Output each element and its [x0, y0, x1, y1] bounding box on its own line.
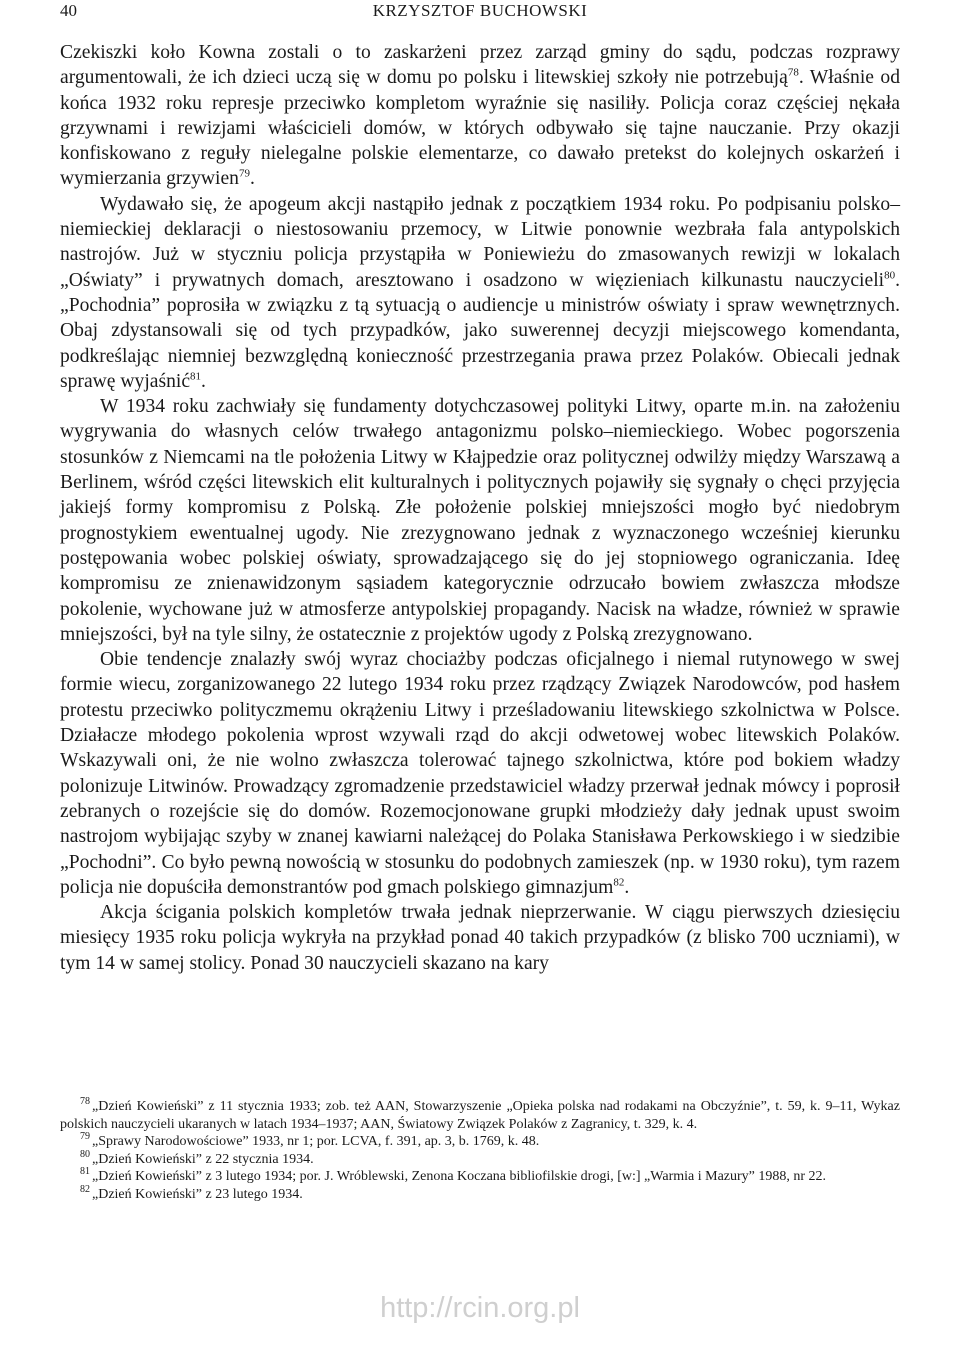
paragraph-4 — [60, 647, 900, 900]
paragraph-2-text-c: . — [201, 370, 206, 392]
footnote — [60, 1168, 900, 1186]
paragraph-3: W 1934 roku zachwiały się fundamenty dotychczasowej polityki Litwy, oparte m.in. na założeniu wygrywania do własnych celów trwałego antagonizmu polsko–niemieckiego. Wobec pogorszenia stosunków z Niemcami na tle położenia Litwy w Kłajpedzie oraz politycznej odwilży między Warszawą a Berlinem, wśród części litewskich elit kulturalnych i politycznych pojawiły się sygnały o chęci przyjęcia jakiejś formy kompromisu z Polską. Złe położenie polskiej mniejszości mogło być niedobrym prognostykiem ewentualnej ugody. Nie zrezygnowano jednak z wyznaczonego wcześniej kierunku postępowania wobec polskiej oświaty, sprowadzającego się do jej stopniowego ograniczania. Ideę kompromisu ze znienawidzonym sąsiadem kategorycznie odrzucało bowiem zwłaszcza młodsze pokolenie, wychowane już w atmosferze antypolskiej propagandy. Nacisk na władze, również w sprawie mniejszości, był na tyle silny, że ostatecznie z projektów ugody z Polską zrezygnowano. — [60, 396, 900, 645]
page-header — [60, 0, 900, 22]
footnote-text: „Dzień Kowieński” z 23 lutego 1934. — [92, 1186, 303, 1202]
footnote — [60, 1148, 900, 1169]
running-head: KRZYSZTOF BUCHOWSKI — [372, 1, 588, 20]
paragraph-5: Akcja ścigania polskich kompletów trwała jednak nieprzerwanie. W ciągu pierwszych dziesięciu miesięcy 1935 roku policja wykryła na przykład ponad 40 takich przypadków (z blisko 700 uczniami), w tym 14 w samej stolicy. Ponad 30 nauczycieli skazano na kary — [60, 902, 900, 974]
footnote-number: 81 — [80, 1166, 90, 1178]
footnote-ref-79: 79 — [238, 167, 250, 180]
footnote-text: „Dzień Kowieński” z 22 stycznia 1934. — [92, 1151, 314, 1167]
watermark: http://rcin.org.pl — [380, 1292, 580, 1324]
footnote — [60, 1183, 900, 1204]
footnote-number: 80 — [80, 1148, 90, 1160]
paragraph-1-text-a: Czekiszki koło Kowna zostali o to zaskarżeni przez zarząd gminy do sądu, podczas rozprawy argumentowali, że ich dzieci uczą się w domu po polsku i litewskiej szkoły nie potrzebują — [60, 42, 900, 89]
paragraph-1-text-c: . — [249, 168, 255, 190]
paragraph-2 — [60, 192, 900, 394]
footnote-ref-78: 78 — [787, 66, 799, 79]
footnote-ref-81: 81 — [190, 370, 202, 383]
footnote-number: 79 — [80, 1131, 90, 1143]
footnote-text: „Dzień Kowieński” z 11 stycznia 1933; zob. też AAN, Stowarzyszenie „Opieka polska nad rodakami na Obczyźnie”, t. 59, k. 9–11, Wykaz polskich nauczycieli ukaranych w latach 1934–1937; AAN, Światowy Związek Polaków z Zagranicy, t. 329, k. 4. — [60, 1099, 900, 1132]
page-number: 40 — [60, 1, 77, 20]
main-text — [60, 40, 900, 976]
paragraph-4-text-a: Obie tendencje znalazły swój wyraz chociażby podczas oficjalnego i niemal rutynowego w swej formie wiecu, zorganizowanego 22 lutego 1934 roku przez rządzący Związek Narodowców, pod hasłem protestu przeciwko polityczmemu okrążeniu Litwy i prześladowaniu litewskiego szkolnictwa w Polsce. Działacze młodego pokolenia wprost wzywali rząd do akcji odwetowej wobec litewskich Polaków. Wskazywali oni, że nie wolno zwłaszcza tolerować tajnego szkolnictwa, które pod bokiem władzy polonizuje Litwinów. Prowadzący zgromadzenie przedstawiciel władzy przerwał jednak mówcy i poprosił zebranych o rozejście się do domów. Rozemocjonowane grupki młodzieży dały jednak upust swoim nastrojom wybijając szyby w znanej kawiarni należącej do Polaka Stanisława Perkowskiego i w siedzibie „Pochodni”. Co było pewną nowością w stosunku do podobnych zamieszek (np. w 1930 roku), tym razem policja nie dopuściła demonstrantów pod gmach polskiego gimnazjum — [60, 649, 900, 898]
footnote-number: 78 — [80, 1096, 90, 1108]
footnote-ref-82: 82 — [613, 876, 625, 889]
paragraph-2-text-b: . „Pochodnia” poprosiła w związku z tą sytuacją o audiencje u ministrów oświaty i spraw wewnętrznych. Obaj zdystansowali się od tych przypadków, jako suwerennej decyzji miejscowego komendanta, podkreślając niemniej bezwzględną konieczność przestrzegania prawa przez Polaków. Obiecali jednak sprawę wyjaśnić — [60, 269, 900, 392]
footnote-ref-80: 80 — [884, 269, 896, 282]
paragraph-2-text-a: Wydawało się, że apogeum akcji nastąpiło jednak z początkiem 1934 roku. Po podpisaniu polsko–niemieckiej deklaracji o niestosowaniu przemocy, w Litwie ponownie wezbrała fala antypolskich nastrojów. Już w styczniu policja przystąpiła w Poniewieżu do zmasowanych rewizji w lokalach „Oświaty” i prywatnych domach, aresztowano i osadzono w więzieniach kilkunastu nauczycieli — [60, 193, 900, 291]
footnote-text: „Dzień Kowieński” z 3 lutego 1934; por. J. Wróblewski, Zenona Koczana bibliofilskie drogi, [w:] „Warmia i Mazury” 1988, nr 22. — [92, 1169, 827, 1184]
paragraph-4-text-b: . — [624, 876, 630, 898]
paragraph-1-text-b: . Właśnie od końca 1932 roku represje przeciwko kompletom wyraźnie się nasiliły. Policja coraz częściej nękała grzywnami i rewizjami właścicieli domów, w których odbywało się tajne nauczanie. Przy okazji konfiskowano z reguły nielegalne polskie elementarze, co dawało pretekst do kolejnych oskarżeń i wymierzania grzywien — [60, 67, 900, 190]
paragraph-1 — [60, 40, 900, 192]
footnote — [60, 1133, 900, 1151]
footnote-text: „Sprawy Narodowościowe” 1933, nr 1; por. LCVA, f. 391, ap. 3, b. 1769, k. 48. — [92, 1134, 540, 1149]
footnote — [60, 1098, 900, 1133]
footnotes — [60, 1098, 900, 1203]
footnote-number: 82 — [80, 1183, 90, 1195]
